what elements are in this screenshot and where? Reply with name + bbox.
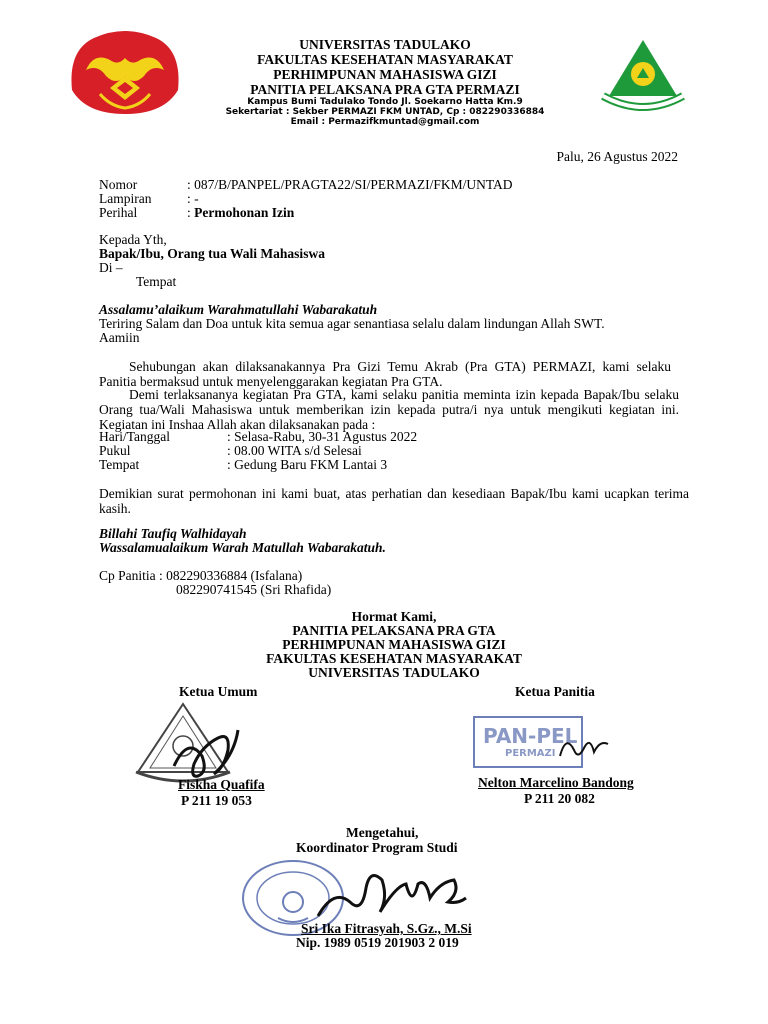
schedule-label: Tempat bbox=[99, 457, 140, 472]
signoff-org-2: PERHIMPUNAN MAHASISWA GIZI bbox=[282, 637, 506, 652]
recipient-place: Tempat bbox=[136, 274, 177, 289]
paragraph-aamiin: Aamiin bbox=[99, 330, 140, 345]
paragraph-closing: Demikian surat permohonan ini kami buat, atas perhatian dan kesediaan Bapak/Ibu kami ucapkan terima kasih. bbox=[99, 486, 689, 516]
coordinator-nip: Nip. 1989 0519 201903 2 019 bbox=[296, 935, 459, 950]
coordinator-name: Sri Ika Fitrasyah, S.Gz., M.Si bbox=[301, 921, 472, 936]
meta-label: Lampiran bbox=[99, 191, 152, 206]
meta-perihal bbox=[99, 205, 294, 220]
letterhead-committee: PANITIA PELAKSANA PRA GTA PERMAZI bbox=[250, 82, 520, 97]
meta-separator: : bbox=[187, 205, 195, 220]
signoff-org-1: PANITIA PELAKSANA PRA GTA bbox=[292, 623, 496, 638]
schedule-day bbox=[99, 429, 417, 444]
letter-date: Palu, 26 Agustus 2022 bbox=[556, 149, 678, 164]
university-logo bbox=[64, 30, 186, 116]
left-signature bbox=[168, 716, 248, 786]
contact-line-1: Cp Panitia : 082290336884 (Isfalana) bbox=[99, 568, 303, 583]
signatory-right-title: Ketua Panitia bbox=[515, 684, 595, 699]
paragraph-intent: Sehubungan akan dilaksanakannya Pra Gizi Temu Akrab (Pra GTA) PERMAZI, kami selaku Panitia bermaksud untuk menyelenggarakan kegiatan Pra GTA. bbox=[99, 359, 671, 389]
signoff-hormat: Hormat Kami, bbox=[351, 609, 437, 624]
stamp-top-text: PAN-PEL bbox=[483, 724, 578, 748]
paragraph-opening: Teriring Salam dan Doa untuk kita semua agar senantiasa selalu dalam lindungan Allah SWT. bbox=[99, 316, 605, 331]
signoff-org-4: UNIVERSITAS TADULAKO bbox=[308, 665, 480, 680]
letterhead-association: PERHIMPUNAN MAHASISWA GIZI bbox=[273, 67, 497, 82]
stamp-bottom-text: PERMAZI bbox=[505, 748, 556, 759]
mengetahui-label: Mengetahui, bbox=[346, 825, 419, 840]
schedule-time bbox=[99, 443, 362, 458]
letterhead-secretariat: Sekertariat : Sekber PERMAZI FKM UNTAD, Cp : 082290336884 bbox=[225, 107, 545, 117]
meta-value: : - bbox=[187, 191, 199, 206]
letterhead-faculty: FAKULTAS KESEHATAN MASYARAKAT bbox=[257, 52, 513, 67]
meta-label: Nomor bbox=[99, 177, 138, 192]
meta-subject: Permohonan Izin bbox=[194, 205, 295, 220]
letterhead-address: Kampus Bumi Tadulako Tondo Jl. Soekarno Hatta Km.9 bbox=[247, 97, 523, 107]
coordinator-title: Koordinator Program Studi bbox=[296, 840, 458, 855]
contact-line-2: 082290741545 (Sri Rhafida) bbox=[176, 582, 332, 597]
signatory-right-id: P 211 20 082 bbox=[524, 791, 595, 806]
recipient-name: Bapak/Ibu, Orang tua Wali Mahasiswa bbox=[99, 246, 325, 261]
schedule-label: Pukul bbox=[99, 443, 131, 458]
signatory-right-name: Nelton Marcelino Bandong bbox=[478, 775, 634, 790]
billahi-line: Billahi Taufiq Walhidayah bbox=[99, 526, 247, 541]
right-signature bbox=[556, 728, 616, 764]
signatory-left-id: P 211 19 053 bbox=[181, 793, 252, 808]
letterhead-email: Email : Permazifkmuntad@gmail.com bbox=[290, 117, 480, 127]
paragraph-request: Demi terlaksananya kegiatan Pra GTA, kami selaku panitia meminta izin kepada Bapak/Ibu selaku Orang tua/Wali Mahasiswa untuk memberikan izin kepada putra/i nya untuk mengikuti kegiatan ini. Kegiatan ini Inshaa Allah akan dilaksanakan pada : bbox=[99, 387, 679, 432]
schedule-label: Hari/Tanggal bbox=[99, 429, 171, 444]
schedule-value: : 08.00 WITA s/d Selesai bbox=[227, 443, 362, 458]
signatory-left-title: Ketua Umum bbox=[179, 684, 258, 699]
permazi-logo bbox=[597, 38, 689, 116]
greeting: Assalamu’alaikum Warahmatullahi Wabarakatuh bbox=[99, 302, 378, 317]
meta-value: : 087/B/PANPEL/PRAGTA22/SI/PERMAZI/FKM/UNTAD bbox=[187, 177, 513, 192]
meta-lampiran bbox=[99, 191, 199, 206]
recipient-salutation: Kepada Yth, bbox=[99, 232, 167, 247]
schedule-place bbox=[99, 457, 387, 472]
wassalam-line: Wassalamualaikum Warah Matullah Wabarakatuh. bbox=[99, 540, 386, 555]
signatory-left-name: Fiskha Quafifa bbox=[178, 777, 265, 792]
meta-label: Perihal bbox=[99, 205, 138, 220]
schedule-value: : Selasa-Rabu, 30-31 Agustus 2022 bbox=[227, 429, 418, 444]
coordinator-signature bbox=[310, 858, 470, 928]
recipient-di: Di – bbox=[99, 260, 123, 275]
schedule-value: : Gedung Baru FKM Lantai 3 bbox=[227, 457, 388, 472]
letterhead-university: UNIVERSITAS TADULAKO bbox=[299, 37, 471, 52]
signoff-org-3: FAKULTAS KESEHATAN MASYARAKAT bbox=[266, 651, 522, 666]
meta-nomor bbox=[99, 177, 513, 192]
